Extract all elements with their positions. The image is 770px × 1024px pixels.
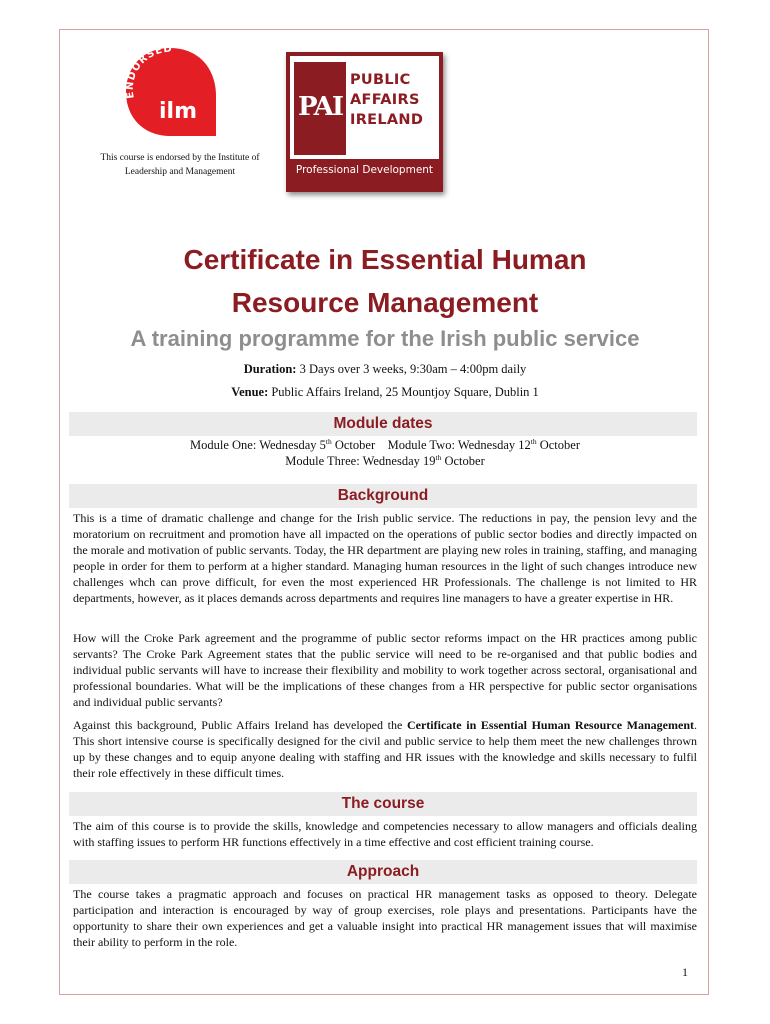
venue-line: Venue: Public Affairs Ireland, 25 Mountjoy Square, Dublin 1 <box>231 385 539 399</box>
background-header: Background <box>69 484 697 508</box>
module-dates-header: Module dates <box>69 412 697 436</box>
pai-mark: PAI <box>294 62 346 155</box>
pai-footer-text: Professional Development <box>295 164 434 176</box>
module-dates-line-2 <box>60 453 710 469</box>
module-one-date: Module One: Wednesday 5th October <box>190 437 376 453</box>
pai-name: PUBLIC AFFAIRS IRELAND <box>350 72 424 128</box>
page-title: Certificate in Essential Human Resource Management <box>183 244 587 318</box>
background-paragraph-2: How will the Croke Park agreement and the programme of public sector reforms impact on the HR practices among public servants? The Croke Park Agreement states that the public service will need to be re-organised and that public bodies and individual public servants will have to increase their flexibility and mobility to work together across sectoral, organisational and professional boundaries. What will be the implications of these changes from a HR perspective for public sector organisations and individual public servants? <box>73 631 697 709</box>
svg-text:ilm: ilm <box>158 99 198 124</box>
page-number: 1 <box>682 965 688 979</box>
ilm-caption: This course is endorsed by the Institute of Leadership and Management <box>100 153 260 177</box>
background-paragraph-1: This is a time of dramatic challenge and change for the Irish public service. The reductions in pay, the pension levy and the moratorium on recruitment and promotion have all impacted on the operations of public sector bodies and directly impacted on the morale and motivation of public servants. Today, the HR department are playing new roles in training, staffing, and managing people in order for them to perform at a higher standard. Managing human resources in the light of such changes introduce new challenges whch can prove difficult, for even the most experienced HR Professionals. The challenge is not limited to HR departments, however, as it places demands across departments and requires line managers to have a greater expertise in HR. <box>73 511 697 605</box>
approach-header: Approach <box>69 860 697 884</box>
the-course-paragraph: The aim of this course is to provide the skills, knowledge and competencies necessary to allow managers and officials dealing with staffing issues to perform HR functions effectively in a time effective and cost efficient training course. <box>73 819 697 849</box>
duration-line: Duration: 3 Days over 3 weeks, 9:30am – 4:00pm daily <box>243 362 527 376</box>
module-three-date: Module Three: Wednesday 19th October <box>285 453 485 469</box>
approach-paragraph: The course takes a pragmatic approach and focuses on practical HR management tasks as opposed to theory. Delegate participation and interaction is encouraged by way of group exercises, role plays and presentations. Participants have the opportunity to share their own experiences and get a valuable insight into practical HR management issues that will maximise their ability to perform in the role. <box>73 887 697 949</box>
module-dates-line-1 <box>60 437 710 453</box>
the-course-header: The course <box>69 792 697 816</box>
svg-text:ENDORSED: ENDORSED <box>124 43 173 100</box>
ilm-endorsed-logo <box>120 40 220 140</box>
module-two-date: Module Two: Wednesday 12th October <box>387 437 580 453</box>
page-subtitle: A training programme for the Irish public service <box>130 326 640 351</box>
pai-logo <box>286 52 443 192</box>
background-paragraph-3: Against this background, Public Affairs Ireland has developed the Certificate in Essential Human Resource Management. This short intensive course is specifically designed for the civil and public service to help them meet the new challenges thrown up by these changes and to equip anyone dealing with staffing and HR issues with the knowledge and skills necessary to fulfil their role effectively in these difficult times. <box>73 718 697 780</box>
